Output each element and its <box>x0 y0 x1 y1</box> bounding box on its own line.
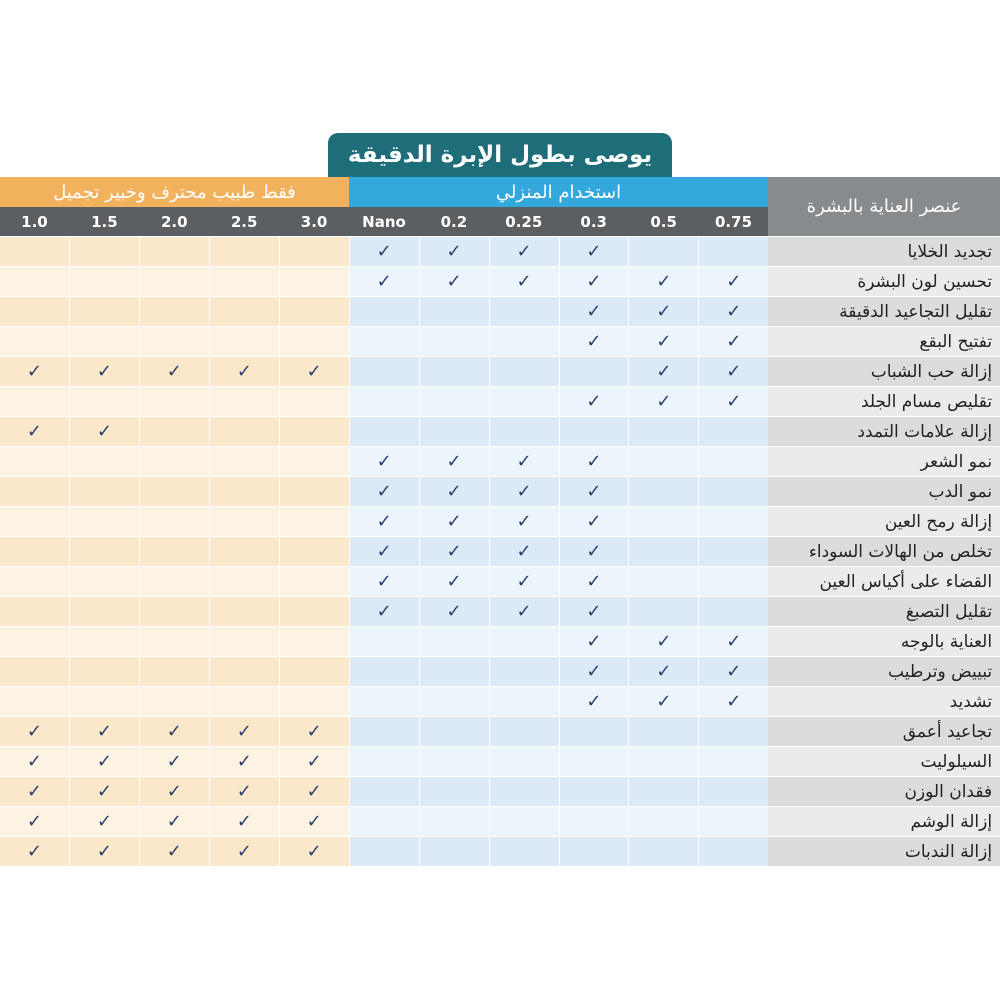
table-cell-empty <box>560 417 629 446</box>
table-cell-empty <box>70 237 139 266</box>
table-cell-empty <box>0 627 69 656</box>
table-cell-empty <box>629 417 698 446</box>
table-cell-empty <box>490 327 559 356</box>
table-cell-empty <box>490 387 559 416</box>
table-cell-empty <box>490 357 559 386</box>
table-cell-empty <box>210 297 279 326</box>
table-cell-empty <box>0 687 69 716</box>
table-cell-empty <box>140 507 209 536</box>
row-label-skincare-item: تحسين لون البشرة <box>768 267 1000 296</box>
table-cell-empty <box>420 777 489 806</box>
table-cell-empty <box>0 237 69 266</box>
check-mark-icon: ✓ <box>280 747 349 776</box>
table-cell-empty <box>140 477 209 506</box>
row-label-skincare-item: نمو الشعر <box>768 447 1000 476</box>
check-mark-icon: ✓ <box>210 837 279 866</box>
table-cell-empty <box>350 417 419 446</box>
table-cell-empty <box>350 837 419 866</box>
column-header-needle-length: 2.0 <box>140 207 209 236</box>
check-mark-icon: ✓ <box>210 717 279 746</box>
table-cell-empty <box>560 717 629 746</box>
check-mark-icon: ✓ <box>70 807 139 836</box>
table-cell-empty <box>629 237 698 266</box>
table-row <box>0 777 1000 807</box>
check-mark-icon: ✓ <box>560 297 629 326</box>
table-cell-empty <box>70 447 139 476</box>
row-label-skincare-item: تجاعيد أعمق <box>768 717 1000 746</box>
table-cell-empty <box>629 567 698 596</box>
table-cell-empty <box>490 657 559 686</box>
table-cell-empty <box>210 627 279 656</box>
check-mark-icon: ✓ <box>629 387 698 416</box>
table-cell-empty <box>280 387 349 416</box>
check-mark-icon: ✓ <box>420 507 489 536</box>
table-cell-empty <box>629 777 698 806</box>
table-cell-empty <box>140 657 209 686</box>
table-cell-empty <box>350 747 419 776</box>
row-label-skincare-item: تقليص مسام الجلد <box>768 387 1000 416</box>
table-cell-empty <box>210 267 279 296</box>
table-cell-empty <box>70 537 139 566</box>
check-mark-icon: ✓ <box>560 387 629 416</box>
check-mark-icon: ✓ <box>560 447 629 476</box>
table-cell-empty <box>140 687 209 716</box>
table-cell-empty <box>210 387 279 416</box>
row-label-skincare-item: إزالة الوشم <box>768 807 1000 836</box>
table-cell-empty <box>490 837 559 866</box>
check-mark-icon: ✓ <box>350 447 419 476</box>
table-cell-empty <box>70 477 139 506</box>
row-label-skincare-item: القضاء على أكياس العين <box>768 567 1000 596</box>
table-cell-empty <box>0 477 69 506</box>
check-mark-icon: ✓ <box>280 717 349 746</box>
table-cell-empty <box>140 387 209 416</box>
table-cell-empty <box>699 837 768 866</box>
table-cell-empty <box>70 567 139 596</box>
table-cell-empty <box>140 237 209 266</box>
table-cell-empty <box>210 417 279 446</box>
table-cell-empty <box>629 447 698 476</box>
table-cell-empty <box>699 597 768 626</box>
row-label-skincare-item: العناية بالوجه <box>768 627 1000 656</box>
check-mark-icon: ✓ <box>0 717 69 746</box>
table-row <box>0 567 1000 597</box>
check-mark-icon: ✓ <box>629 357 698 386</box>
table-row <box>0 687 1000 717</box>
check-mark-icon: ✓ <box>70 777 139 806</box>
table-row <box>0 747 1000 777</box>
table-cell-empty <box>70 687 139 716</box>
table-cell-empty <box>699 807 768 836</box>
row-label-skincare-item: تفتيح البقع <box>768 327 1000 356</box>
check-mark-icon: ✓ <box>350 567 419 596</box>
table-cell-empty <box>350 657 419 686</box>
check-mark-icon: ✓ <box>560 537 629 566</box>
table-cell-empty <box>350 357 419 386</box>
table-cell-empty <box>0 657 69 686</box>
check-mark-icon: ✓ <box>490 477 559 506</box>
table-cell-empty <box>0 597 69 626</box>
table-cell-empty <box>280 567 349 596</box>
table-row <box>0 237 1000 267</box>
table-cell-empty <box>280 687 349 716</box>
table-cell-empty <box>350 327 419 356</box>
check-mark-icon: ✓ <box>490 267 559 296</box>
check-mark-icon: ✓ <box>629 267 698 296</box>
check-mark-icon: ✓ <box>560 477 629 506</box>
table-cell-empty <box>629 537 698 566</box>
table-cell-empty <box>420 717 489 746</box>
table-cell-empty <box>280 537 349 566</box>
table-cell-empty <box>140 417 209 446</box>
check-mark-icon: ✓ <box>629 657 698 686</box>
check-mark-icon: ✓ <box>699 387 768 416</box>
table-cell-empty <box>0 537 69 566</box>
row-label-skincare-item: إزالة الندبات <box>768 837 1000 866</box>
table-cell-empty <box>699 747 768 776</box>
table-cell-empty <box>420 837 489 866</box>
check-mark-icon: ✓ <box>350 267 419 296</box>
check-mark-icon: ✓ <box>210 747 279 776</box>
column-header-needle-length: Nano <box>350 207 419 236</box>
check-mark-icon: ✓ <box>70 747 139 776</box>
table-cell-empty <box>699 237 768 266</box>
table-cell-empty <box>350 807 419 836</box>
check-mark-icon: ✓ <box>140 807 209 836</box>
table-cell-empty <box>280 417 349 446</box>
table-cell-empty <box>0 507 69 536</box>
check-mark-icon: ✓ <box>560 627 629 656</box>
table-row <box>0 537 1000 567</box>
table-cell-empty <box>490 417 559 446</box>
table-cell-empty <box>140 537 209 566</box>
check-mark-icon: ✓ <box>420 537 489 566</box>
check-mark-icon: ✓ <box>280 357 349 386</box>
check-mark-icon: ✓ <box>420 597 489 626</box>
table-cell-empty <box>0 267 69 296</box>
table-cell-empty <box>699 477 768 506</box>
check-mark-icon: ✓ <box>490 507 559 536</box>
row-label-skincare-item: نمو الدب <box>768 477 1000 506</box>
table-cell-empty <box>699 417 768 446</box>
table-cell-empty <box>420 807 489 836</box>
check-mark-icon: ✓ <box>140 357 209 386</box>
table-row <box>0 657 1000 687</box>
table-cell-empty <box>210 507 279 536</box>
table-cell-empty <box>629 837 698 866</box>
table-cell-empty <box>350 717 419 746</box>
check-mark-icon: ✓ <box>629 687 698 716</box>
table-cell-empty <box>629 477 698 506</box>
table-row <box>0 597 1000 627</box>
table-cell-empty <box>70 507 139 536</box>
needle-length-header-row <box>0 207 768 236</box>
check-mark-icon: ✓ <box>280 807 349 836</box>
table-cell-empty <box>560 837 629 866</box>
check-mark-icon: ✓ <box>699 297 768 326</box>
table-row <box>0 297 1000 327</box>
check-mark-icon: ✓ <box>70 717 139 746</box>
table-cell-empty <box>0 567 69 596</box>
table-cell-empty <box>140 297 209 326</box>
table-row <box>0 477 1000 507</box>
check-mark-icon: ✓ <box>0 747 69 776</box>
check-mark-icon: ✓ <box>560 267 629 296</box>
row-label-skincare-item: تقليل التجاعيد الدقيقة <box>768 297 1000 326</box>
row-label-skincare-item: السيلوليت <box>768 747 1000 776</box>
table-cell-empty <box>280 477 349 506</box>
check-mark-icon: ✓ <box>420 567 489 596</box>
table-cell-empty <box>280 237 349 266</box>
check-mark-icon: ✓ <box>210 807 279 836</box>
table-cell-empty <box>629 747 698 776</box>
table-cell-empty <box>699 717 768 746</box>
check-mark-icon: ✓ <box>70 417 139 446</box>
check-mark-icon: ✓ <box>140 717 209 746</box>
table-cell-empty <box>350 387 419 416</box>
check-mark-icon: ✓ <box>0 357 69 386</box>
table-cell-empty <box>699 567 768 596</box>
column-header-needle-length: 0.75 <box>699 207 768 236</box>
check-mark-icon: ✓ <box>490 447 559 476</box>
table-row <box>0 807 1000 837</box>
check-mark-icon: ✓ <box>350 597 419 626</box>
table-cell-empty <box>70 657 139 686</box>
table-cell-empty <box>280 597 349 626</box>
table-row <box>0 627 1000 657</box>
check-mark-icon: ✓ <box>560 657 629 686</box>
table-cell-empty <box>699 777 768 806</box>
table-cell-empty <box>140 567 209 596</box>
column-header-needle-length: 1.0 <box>0 207 69 236</box>
table-cell-empty <box>140 447 209 476</box>
check-mark-icon: ✓ <box>350 237 419 266</box>
check-mark-icon: ✓ <box>629 297 698 326</box>
table-cell-empty <box>210 597 279 626</box>
table-cell-empty <box>420 417 489 446</box>
table-cell-empty <box>490 807 559 836</box>
table-cell-empty <box>0 447 69 476</box>
table-cell-empty <box>70 267 139 296</box>
table-row <box>0 357 1000 387</box>
check-mark-icon: ✓ <box>350 477 419 506</box>
table-cell-empty <box>210 657 279 686</box>
table-cell-empty <box>280 327 349 356</box>
table-cell-empty <box>420 297 489 326</box>
table-cell-empty <box>140 327 209 356</box>
table-cell-empty <box>490 627 559 656</box>
table-row <box>0 327 1000 357</box>
check-mark-icon: ✓ <box>699 627 768 656</box>
check-mark-icon: ✓ <box>0 807 69 836</box>
row-label-skincare-item: إزالة رمح العين <box>768 507 1000 536</box>
check-mark-icon: ✓ <box>699 267 768 296</box>
table-cell-empty <box>280 297 349 326</box>
table-cell-empty <box>280 507 349 536</box>
check-mark-icon: ✓ <box>420 447 489 476</box>
table-cell-empty <box>699 507 768 536</box>
table-cell-empty <box>560 747 629 776</box>
check-mark-icon: ✓ <box>420 477 489 506</box>
table-cell-empty <box>629 507 698 536</box>
column-header-needle-length: 0.2 <box>419 207 488 236</box>
check-mark-icon: ✓ <box>420 267 489 296</box>
table-cell-empty <box>420 327 489 356</box>
check-mark-icon: ✓ <box>629 627 698 656</box>
check-mark-icon: ✓ <box>0 417 69 446</box>
table-cell-empty <box>699 447 768 476</box>
row-label-skincare-item: تبييض وترطيب <box>768 657 1000 686</box>
row-label-skincare-item: تشديد <box>768 687 1000 716</box>
check-mark-icon: ✓ <box>210 777 279 806</box>
check-mark-icon: ✓ <box>699 657 768 686</box>
table-cell-empty <box>280 267 349 296</box>
table-cell-empty <box>210 327 279 356</box>
row-label-skincare-item: تجديد الخلايا <box>768 237 1000 266</box>
check-mark-icon: ✓ <box>0 837 69 866</box>
check-mark-icon: ✓ <box>140 747 209 776</box>
check-mark-icon: ✓ <box>0 777 69 806</box>
check-mark-icon: ✓ <box>560 507 629 536</box>
table-cell-empty <box>629 717 698 746</box>
table-cell-empty <box>280 447 349 476</box>
table-cell-empty <box>420 747 489 776</box>
table-cell-empty <box>280 657 349 686</box>
check-mark-icon: ✓ <box>490 237 559 266</box>
check-mark-icon: ✓ <box>140 777 209 806</box>
table-cell-empty <box>420 387 489 416</box>
table-cell-empty <box>210 237 279 266</box>
column-header-needle-length: 0.5 <box>629 207 698 236</box>
check-mark-icon: ✓ <box>280 777 349 806</box>
row-label-skincare-item: تقليل التصبغ <box>768 597 1000 626</box>
row-label-skincare-item: فقدان الوزن <box>768 777 1000 806</box>
row-label-skincare-item: إزالة علامات التمدد <box>768 417 1000 446</box>
table-cell-empty <box>210 687 279 716</box>
table-row <box>0 387 1000 417</box>
comparison-table-body <box>0 237 1000 867</box>
column-header-needle-length: 2.5 <box>210 207 279 236</box>
table-cell-empty <box>490 747 559 776</box>
check-mark-icon: ✓ <box>560 567 629 596</box>
table-row <box>0 837 1000 867</box>
table-cell-empty <box>0 327 69 356</box>
check-mark-icon: ✓ <box>280 837 349 866</box>
table-cell-empty <box>210 447 279 476</box>
table-cell-empty <box>420 627 489 656</box>
row-label-skincare-item: تخلص من الهالات السوداء <box>768 537 1000 566</box>
table-row <box>0 717 1000 747</box>
check-mark-icon: ✓ <box>420 237 489 266</box>
table-cell-empty <box>560 357 629 386</box>
check-mark-icon: ✓ <box>210 357 279 386</box>
row-label-skincare-item: إزالة حب الشباب <box>768 357 1000 386</box>
column-header-needle-length: 1.5 <box>70 207 139 236</box>
table-cell-empty <box>490 777 559 806</box>
table-cell-empty <box>70 387 139 416</box>
column-header-needle-length: 0.3 <box>559 207 628 236</box>
table-cell-empty <box>350 777 419 806</box>
table-cell-empty <box>70 327 139 356</box>
table-cell-empty <box>210 567 279 596</box>
table-cell-empty <box>350 687 419 716</box>
table-cell-empty <box>420 657 489 686</box>
check-mark-icon: ✓ <box>490 537 559 566</box>
table-cell-empty <box>350 297 419 326</box>
table-cell-empty <box>210 537 279 566</box>
check-mark-icon: ✓ <box>699 327 768 356</box>
group-header-professional: فقط طبيب محترف وخبير تجميل <box>0 177 349 207</box>
check-mark-icon: ✓ <box>560 237 629 266</box>
table-cell-empty <box>629 597 698 626</box>
table-row <box>0 447 1000 477</box>
table-cell-empty <box>0 387 69 416</box>
table-cell-empty <box>70 627 139 656</box>
table-cell-empty <box>210 477 279 506</box>
check-mark-icon: ✓ <box>490 567 559 596</box>
check-mark-icon: ✓ <box>140 837 209 866</box>
table-cell-empty <box>490 687 559 716</box>
table-cell-empty <box>560 777 629 806</box>
table-title: يوصى بطول الإبرة الدقيقة <box>328 133 672 177</box>
table-row <box>0 507 1000 537</box>
table-cell-empty <box>629 807 698 836</box>
check-mark-icon: ✓ <box>70 837 139 866</box>
check-mark-icon: ✓ <box>699 357 768 386</box>
table-cell-empty <box>140 267 209 296</box>
check-mark-icon: ✓ <box>560 597 629 626</box>
table-cell-empty <box>699 537 768 566</box>
check-mark-icon: ✓ <box>629 327 698 356</box>
table-cell-empty <box>350 627 419 656</box>
group-header-home-use: استخدام المنزلي <box>349 177 768 207</box>
column-header-needle-length: 3.0 <box>280 207 349 236</box>
table-cell-empty <box>0 297 69 326</box>
table-cell-empty <box>70 597 139 626</box>
check-mark-icon: ✓ <box>560 687 629 716</box>
check-mark-icon: ✓ <box>350 537 419 566</box>
table-cell-empty <box>140 597 209 626</box>
check-mark-icon: ✓ <box>699 687 768 716</box>
check-mark-icon: ✓ <box>490 597 559 626</box>
table-cell-empty <box>490 717 559 746</box>
table-cell-empty <box>560 807 629 836</box>
table-cell-empty <box>490 297 559 326</box>
skincare-item-column-header: عنصر العناية بالبشرة <box>768 177 1000 236</box>
check-mark-icon: ✓ <box>350 507 419 536</box>
table-row <box>0 267 1000 297</box>
table-cell-empty <box>280 627 349 656</box>
table-cell-empty <box>140 627 209 656</box>
column-header-needle-length: 0.25 <box>489 207 558 236</box>
check-mark-icon: ✓ <box>560 327 629 356</box>
table-row <box>0 417 1000 447</box>
table-cell-empty <box>420 687 489 716</box>
check-mark-icon: ✓ <box>70 357 139 386</box>
table-cell-empty <box>70 297 139 326</box>
table-cell-empty <box>420 357 489 386</box>
